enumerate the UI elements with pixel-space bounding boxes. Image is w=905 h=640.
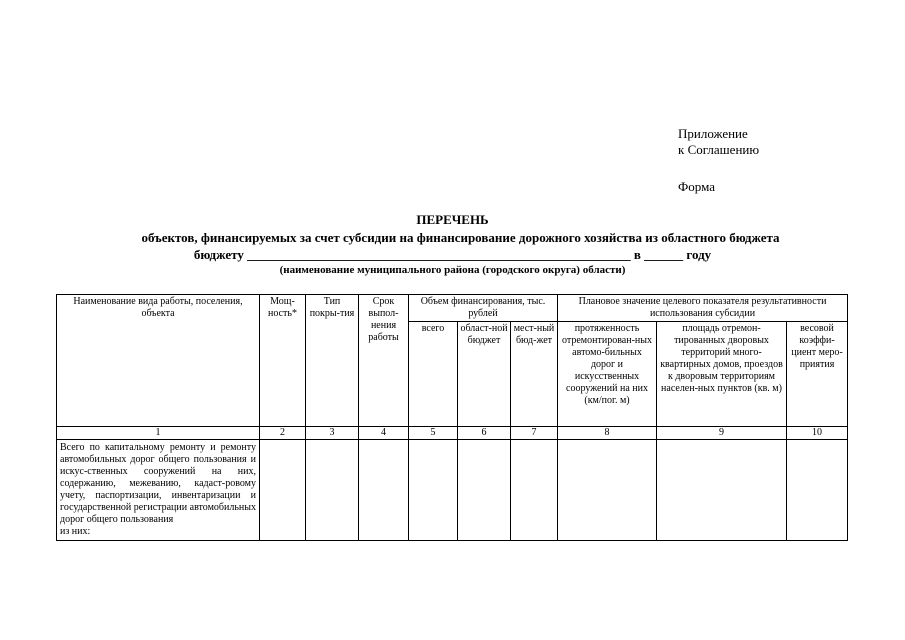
header-finance-total: всего (409, 322, 458, 427)
col-number: 4 (359, 427, 409, 440)
appendix-label: Приложение (678, 126, 748, 141)
appendix-block (678, 126, 759, 195)
doc-budget-line: бюджету ___________________________________________________________ в ______ году (193, 247, 712, 262)
header-power: Мощ-ность* (260, 295, 306, 427)
header-name: Наименование вида работы, поселения, объекта (57, 295, 260, 427)
header-finance: Объем финансирования, тыс. рублей (409, 295, 558, 322)
col-number: 9 (657, 427, 787, 440)
header-finance-regional: област-ной бюджет (458, 322, 511, 427)
doc-district-caption: (наименование муниципального района (городского округа) области) (279, 264, 626, 276)
doc-heading: ПЕРЕЧЕНЬ (416, 212, 489, 227)
header-row-1 (57, 295, 848, 322)
table-cell (787, 440, 848, 541)
table-cell (260, 440, 306, 541)
objects-table (56, 294, 848, 541)
column-numbers-row (57, 427, 848, 440)
col-number: 1 (57, 427, 260, 440)
agreement-label: к Соглашению (678, 142, 760, 157)
col-number: 10 (787, 427, 848, 440)
form-label: Форма (678, 179, 715, 194)
table-cell (657, 440, 787, 541)
col-number: 7 (511, 427, 558, 440)
row-description-cell (57, 440, 260, 541)
header-target: Плановое значение целевого показателя результативности использования субсидии (558, 295, 848, 322)
col-number: 2 (260, 427, 306, 440)
row-description: Всего по капитальному ремонту и ремонту автомобильных дорог общего пользования и искус-ственных сооружений на них, содержанию, межеванию, кадаст-ровому учету, паспортизации, инвентаризации и государственной регистрации автомобильных дорог общего пользования (60, 442, 256, 525)
header-target-length: протяженность отремонтирован-ных автомо-бильных дорог и искусственных сооружений на них (км/пог. м) (558, 322, 657, 427)
table-cell (409, 440, 458, 541)
table-cell (306, 440, 359, 541)
doc-subtitle: объектов, финансируемых за счет субсидии на финансирование дорожного хозяйства из областного бюджета (141, 230, 780, 245)
header-target-weight: весовой коэффи-циент меро-приятия (787, 322, 848, 427)
col-number: 8 (558, 427, 657, 440)
header-term: Срок выпол-нения работы (359, 295, 409, 427)
table-cell (511, 440, 558, 541)
col-number: 3 (306, 427, 359, 440)
col-number: 6 (458, 427, 511, 440)
row-subheading: из них: (60, 526, 91, 537)
table-cell (359, 440, 409, 541)
header-target-area: площадь отремон-тированных дворовых территорий много-квартирных домов, проездов к дворовым территориям населен-ных пунктов (кв. м) (657, 322, 787, 427)
header-finance-local: мест-ный бюд-жет (511, 322, 558, 427)
table-row (57, 440, 848, 541)
table-cell (458, 440, 511, 541)
table-cell (558, 440, 657, 541)
header-type: Тип покры-тия (306, 295, 359, 427)
col-number: 5 (409, 427, 458, 440)
